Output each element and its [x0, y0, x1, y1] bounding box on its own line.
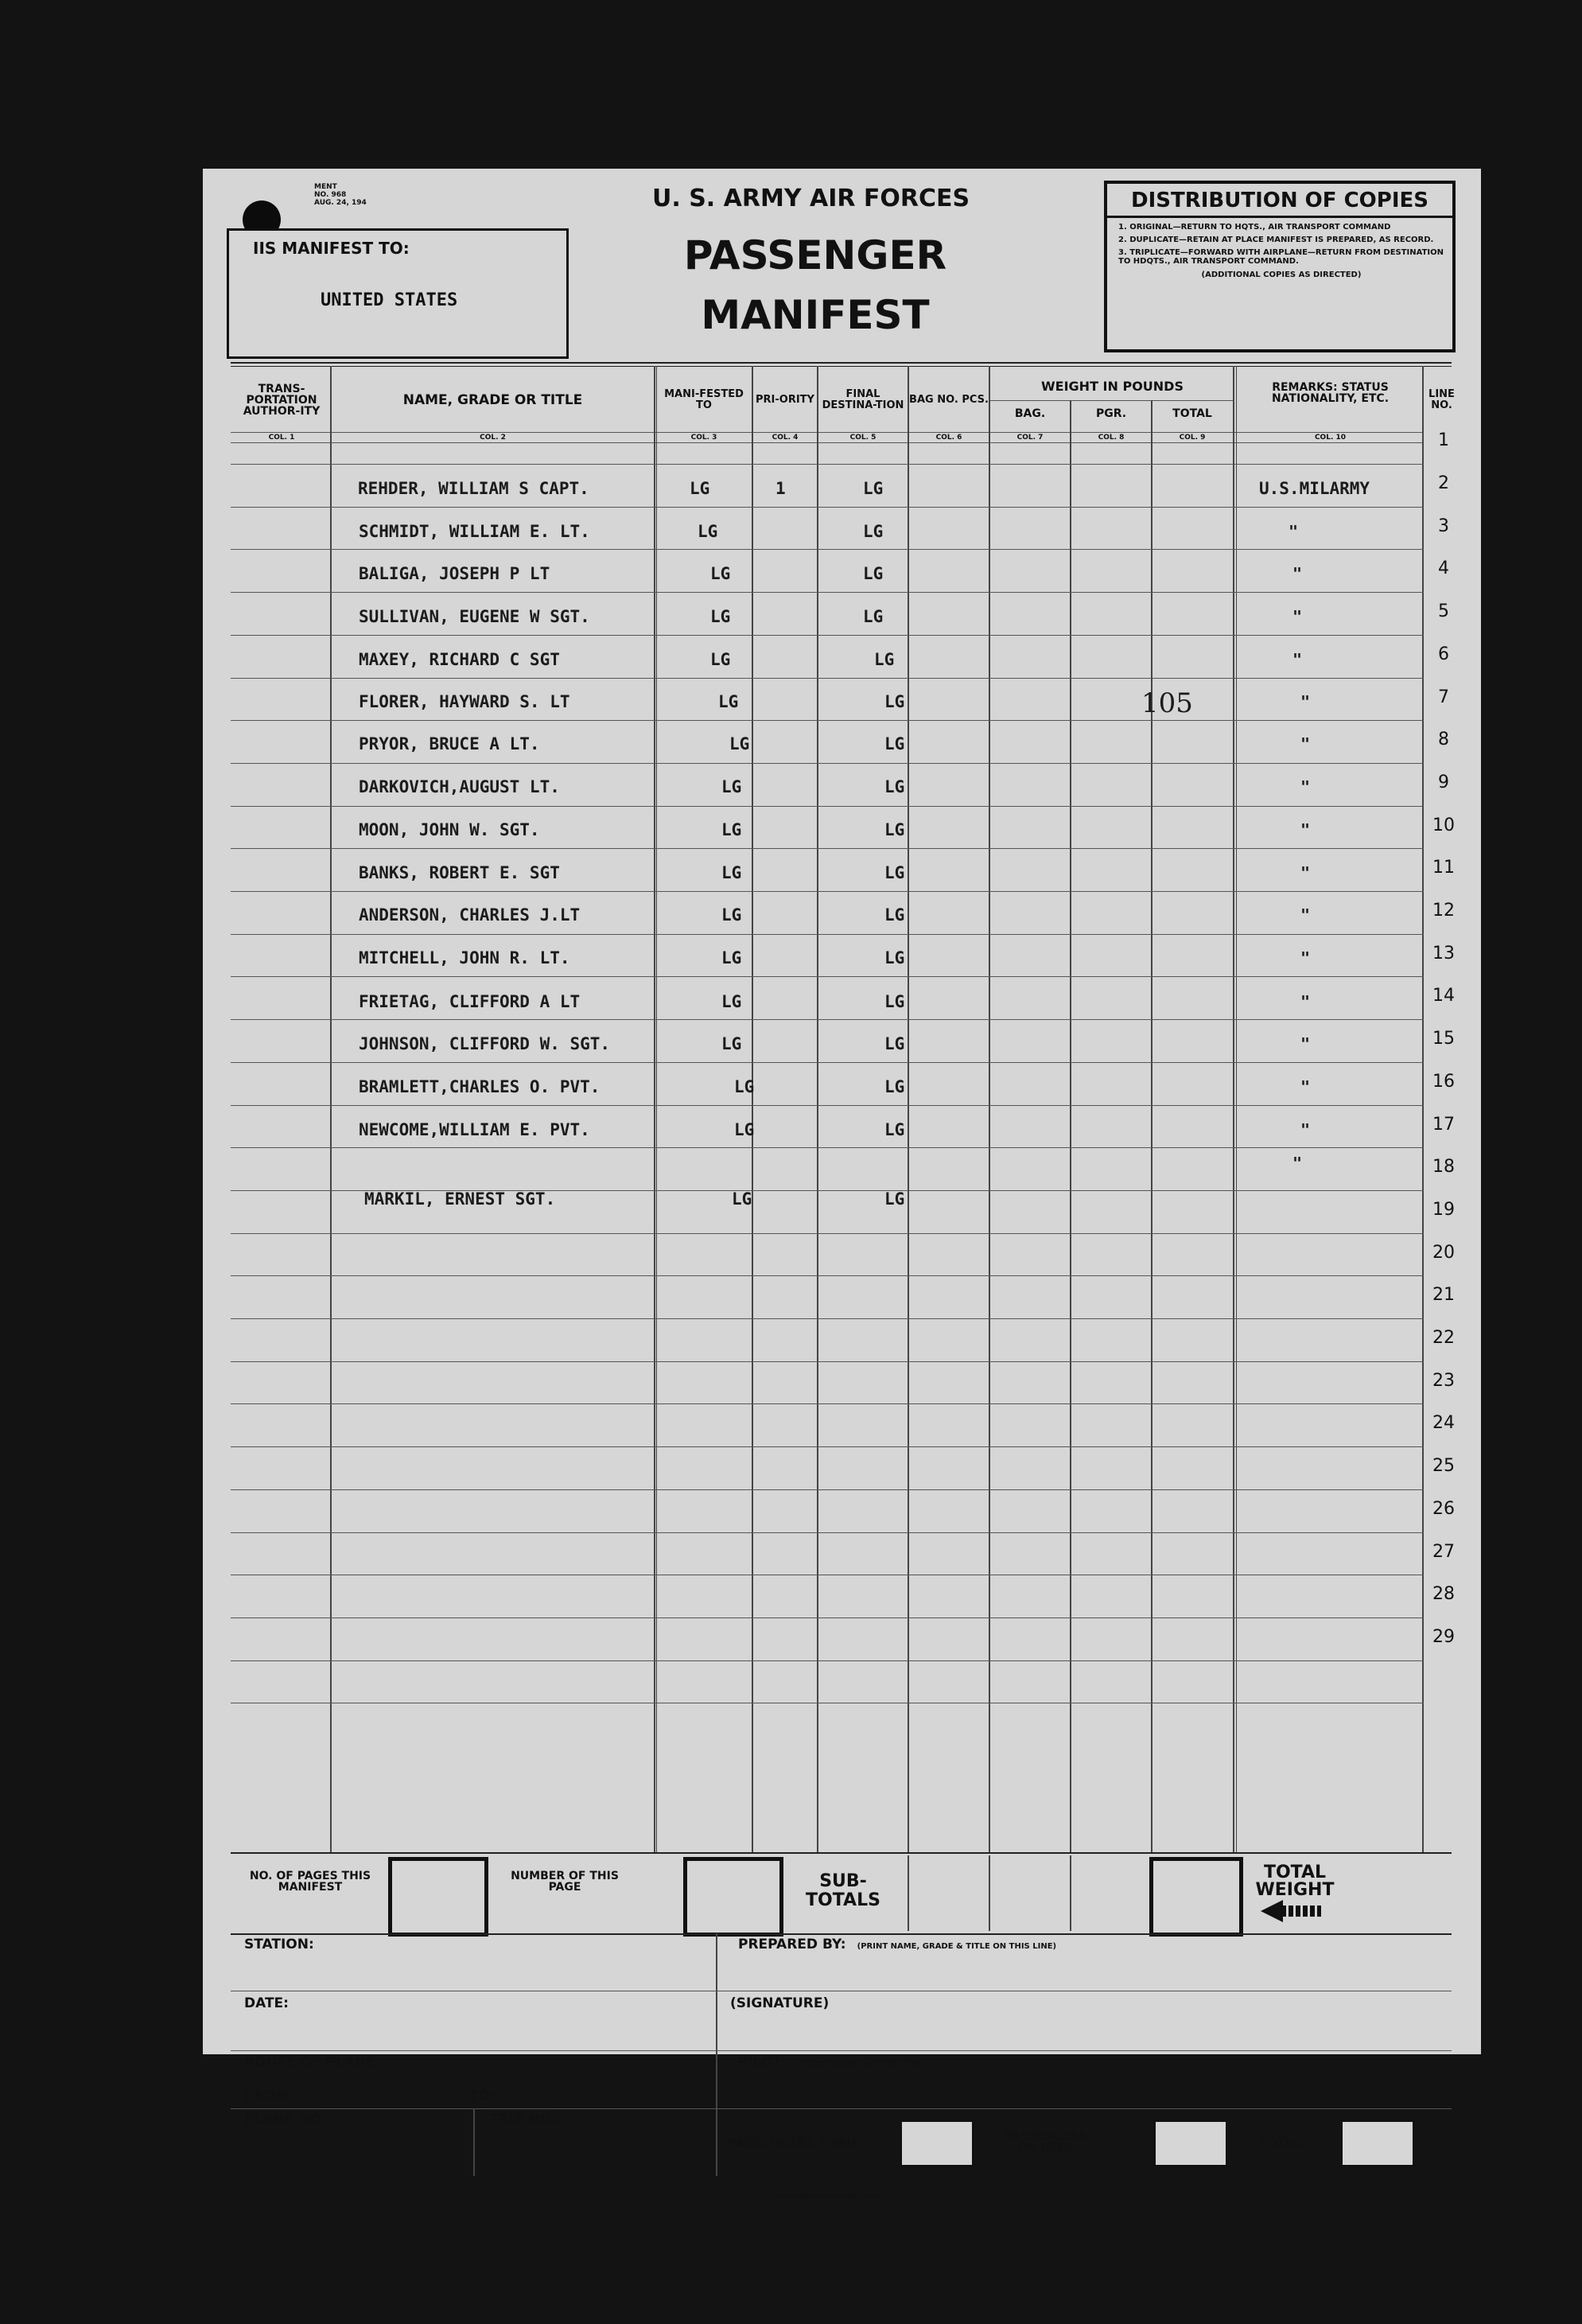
passenger-name: FLORER, HAYWARD S. LT	[359, 692, 570, 711]
subtotals-label: SUB-TOTALS	[806, 1871, 880, 1910]
col-divider	[1151, 400, 1152, 1852]
row-rule	[231, 1147, 1424, 1148]
passenger-name: MITCHELL, JOHN R. LT.	[359, 948, 570, 967]
col-divider	[1070, 400, 1071, 1852]
row-rule	[231, 1105, 1424, 1106]
row-rule	[231, 1233, 1424, 1234]
line-number: 9	[1438, 773, 1449, 792]
table-bottom-rule	[231, 1852, 1452, 1854]
form-title-line2: MANIFEST	[701, 292, 930, 338]
col-divider	[654, 366, 655, 1852]
manifested-to: LG	[721, 948, 742, 967]
col-number: COL. 5	[849, 434, 877, 442]
row-rule	[231, 1062, 1424, 1063]
row-rule	[231, 1489, 1424, 1490]
agency-name: U. S. ARMY AIR FORCES	[652, 185, 970, 212]
final-destination: LG	[884, 905, 905, 925]
prepared-by-label	[738, 1937, 1056, 1952]
remarks-value: "	[1300, 820, 1311, 839]
manifest-table	[203, 169, 1481, 2054]
remarks-value: "	[1292, 607, 1303, 626]
line-number: 20	[1432, 1243, 1455, 1263]
header-weight: WEIGHT IN POUNDS	[1041, 378, 1184, 394]
header-pgr: PGR.	[1095, 407, 1127, 420]
header-rule	[231, 442, 1424, 443]
col-number: COL. 10	[1314, 434, 1347, 442]
line-number: 28	[1432, 1584, 1455, 1604]
final-destination: LG	[884, 820, 905, 839]
route-label: ROUTE OF PLANE:	[244, 2054, 381, 2070]
row-rule	[231, 464, 1424, 465]
manifested-to: LG	[710, 564, 731, 583]
line-number: 3	[1438, 516, 1449, 536]
row-rule	[231, 1660, 1424, 1661]
final-destination: LG	[884, 692, 905, 711]
remarks-value: "	[1300, 777, 1311, 796]
header-rule	[231, 432, 1424, 433]
manifested-to: LG	[710, 650, 731, 669]
notice-line: MENT	[314, 183, 337, 191]
row-rule	[231, 806, 1424, 807]
line-number: 27	[1432, 1542, 1455, 1562]
prepared-by-text: PREPARED BY:	[738, 1937, 846, 1952]
header-remarks: REMARKS: STATUS NATIONALITY, ETC.	[1271, 381, 1390, 405]
footer-line	[716, 2050, 1452, 2051]
pgr-weight: 105	[1141, 687, 1193, 719]
manifested-to: LG	[721, 905, 742, 925]
final-destination: LG	[884, 1034, 905, 1053]
total-label: TOTAL	[1259, 2135, 1302, 2150]
footer-line	[231, 2050, 716, 2051]
footer-divider	[473, 2108, 475, 2176]
manifested-to: LG	[732, 1189, 752, 1209]
line-number: 29	[1432, 1627, 1455, 1647]
final-destination: LG	[884, 734, 905, 753]
remarks-value: "	[1300, 905, 1311, 925]
final-destination: LG	[884, 992, 905, 1011]
col-divider	[330, 366, 332, 1852]
col-divider	[1236, 366, 1237, 1852]
header-line-no: LINE NO.	[1428, 388, 1455, 411]
totals-divider	[989, 1855, 990, 1931]
remarks-value: "	[1300, 692, 1311, 711]
row-rule	[231, 1403, 1424, 1404]
passenger-name: BALIGA, JOSEPH P LT	[359, 564, 550, 583]
line-number: 8	[1438, 730, 1449, 749]
notice-line: NO. 968	[314, 191, 347, 199]
header-sub-rule	[990, 400, 1233, 401]
passenger-name: FRIETAG, CLIFFORD A LT	[359, 992, 581, 1011]
header-final-dest: FINAL DESTINA-TION	[822, 388, 904, 411]
row-rule	[231, 549, 1424, 550]
header-transport: TRANS-PORTATION AUTHOR-ITY	[243, 383, 321, 418]
line-number: 7	[1438, 687, 1449, 707]
line-number: 21	[1432, 1285, 1455, 1305]
remarks-value: "	[1292, 650, 1303, 669]
passenger-name: BRAMLETT,CHARLES O. PVT.	[359, 1077, 601, 1096]
final-destination: LG	[884, 1077, 905, 1096]
arrow-left-icon-shaft	[1281, 1906, 1321, 1917]
remarks-value: "	[1300, 1077, 1311, 1096]
line-number: 16	[1432, 1072, 1455, 1092]
distribution-item: 2. DUPLICATE—RETAIN AT PLACE MANIFEST IS PREPARED, AS RECORD.	[1118, 236, 1434, 244]
passenger-name: NEWCOME,WILLIAM E. PVT.	[359, 1120, 590, 1139]
line-number: 14	[1432, 986, 1455, 1006]
manifested-to: LG	[721, 992, 742, 1011]
col-divider	[752, 366, 753, 1852]
col-number: COL. 7	[1016, 434, 1044, 442]
col-number: COL. 8	[1098, 434, 1125, 442]
row-rule	[231, 934, 1424, 935]
final-destination: LG	[884, 863, 905, 882]
manifested-to: LG	[721, 820, 742, 839]
trip-no-label: TRIP NO.:	[489, 2112, 562, 2127]
total-weight-box[interactable]	[1149, 1857, 1243, 1937]
row-rule	[231, 848, 1424, 849]
col-number: COL. 1	[268, 434, 295, 442]
remarks-value: "	[1300, 992, 1311, 1011]
footer-divider	[716, 1933, 717, 2176]
passenger-name: JOHNSON, CLIFFORD W. SGT.	[359, 1034, 611, 1053]
final-destination: LG	[863, 564, 884, 583]
line-number: 11	[1432, 858, 1455, 878]
footer-line	[231, 2108, 1452, 2109]
col-number: COL. 4	[772, 434, 799, 442]
number-label: NUMBER OF THIS PAGE	[511, 1870, 619, 1894]
manifest-paper	[203, 169, 1481, 2201]
printer-credit: U. S. GOVERNMENT PRINTING OFFICE	[753, 2194, 888, 2201]
row-rule	[231, 1019, 1424, 1020]
header-bag: BAG.	[1014, 407, 1046, 420]
manifest-to-label: IIS MANIFEST TO:	[253, 239, 410, 258]
distribution-item: 3. TRIPLICATE—FORWARD WITH AIRPLANE—RETURN FROM DESTINATION TO HDQTS., AIR TRANSPORT COMMAND.	[1118, 248, 1444, 266]
arrow-left-icon	[1261, 1900, 1283, 1922]
row-rule	[231, 1617, 1424, 1618]
manifested-to: LG	[690, 479, 710, 498]
signature-label: (SIGNATURE)	[730, 1995, 830, 2011]
passenger-name: PRYOR, BRUCE A LT.	[359, 734, 540, 753]
remarks-value: "	[1300, 734, 1311, 753]
prepared-by-note: (PRINT NAME, GRADE & TITLE ON THIS LINE)	[857, 1942, 1057, 1951]
row-rule	[231, 1532, 1424, 1533]
passenger-name: MOON, JOHN W. SGT.	[359, 820, 540, 839]
remarks-value: U.S.MILARMY	[1259, 479, 1370, 498]
final-destination: LG	[863, 479, 884, 498]
date-label: DATE:	[244, 1995, 289, 2011]
line-number: 15	[1432, 1029, 1455, 1049]
header-bag-no: BAG NO. PCS.	[909, 394, 989, 406]
line-number: 23	[1432, 1371, 1455, 1391]
remarks-value: "	[1289, 522, 1299, 541]
to-label: TO:	[469, 2088, 496, 2104]
pages-box[interactable]	[388, 1857, 488, 1937]
header-manifested: MANI-FESTED TO	[664, 388, 744, 411]
manifested-to: LG	[718, 692, 739, 711]
pilot-note: (PRINT NAME ON THIS LINE)	[797, 2060, 924, 2069]
col-divider	[989, 366, 990, 1852]
passenger-name: SCHMIDT, WILLIAM E. LT.	[359, 522, 590, 541]
passengers-on-box[interactable]	[1153, 2120, 1228, 2167]
pilot-text: PILOT:	[738, 2054, 787, 2070]
row-rule	[231, 1361, 1424, 1362]
footer-rule	[231, 1933, 1452, 1935]
line-number: 2	[1438, 473, 1449, 493]
table-top-rule	[231, 362, 1452, 364]
remarks-value: "	[1292, 1154, 1303, 1173]
row-rule	[231, 635, 1424, 636]
totals-divider	[908, 1855, 909, 1931]
col-divider	[817, 366, 818, 1852]
remarks-value: "	[1300, 1120, 1311, 1139]
final-destination: LG	[884, 777, 905, 796]
col-number: COL. 6	[935, 434, 962, 442]
remarks-value: "	[1300, 948, 1311, 967]
row-rule	[231, 891, 1424, 892]
plane-no-label: PLANE NO:	[244, 2112, 327, 2127]
pages-label: NO. OF PAGES THIS MANIFEST	[249, 1870, 371, 1894]
number-box[interactable]	[683, 1857, 783, 1937]
priority-value: 1	[775, 479, 786, 498]
manifested-to: LG	[729, 734, 750, 753]
line-number: 4	[1438, 559, 1449, 578]
line-number: 17	[1432, 1115, 1455, 1135]
distribution-title: DISTRIBUTION OF COPIES	[1107, 184, 1452, 218]
remarks-value: "	[1292, 564, 1303, 583]
final-destination: LG	[863, 607, 884, 626]
line-number: 19	[1432, 1200, 1455, 1220]
passenger-name: ANDERSON, CHARLES J.LT	[359, 905, 581, 925]
row-rule	[231, 1446, 1424, 1447]
line-number: 10	[1432, 816, 1455, 835]
col-divider	[908, 366, 909, 1852]
final-destination: LG	[863, 522, 884, 541]
col-divider	[656, 366, 657, 1852]
remarks-value: "	[1300, 863, 1311, 882]
passenger-name: MAXEY, RICHARD C SGT	[359, 650, 560, 669]
final-destination: LG	[884, 1120, 905, 1139]
manifested-to: LG	[734, 1120, 755, 1139]
row-rule	[231, 763, 1424, 764]
row-rule	[231, 1318, 1424, 1319]
line-number: 1	[1438, 430, 1449, 450]
line-number: 5	[1438, 601, 1449, 621]
table-top-rule	[231, 366, 1452, 367]
line-number: 13	[1432, 944, 1455, 963]
distribution-item: 1. ORIGINAL—RETURN TO HQTS., AIR TRANSPORT COMMAND	[1118, 223, 1391, 232]
row-rule	[231, 1275, 1424, 1276]
passenger-name: BANKS, ROBERT E. SGT	[359, 863, 560, 882]
final-destination: LG	[874, 650, 895, 669]
manifested-to: LG	[721, 777, 742, 796]
row-rule	[231, 507, 1424, 508]
row-rule	[231, 592, 1424, 593]
line-number: 6	[1438, 644, 1449, 664]
line-number: 22	[1432, 1328, 1455, 1348]
remarks-value: "	[1300, 1034, 1311, 1053]
header-total: TOTAL	[1172, 407, 1212, 420]
line-number: 26	[1432, 1499, 1455, 1519]
distribution-note: (ADDITIONAL COPIES AS DIRECTED)	[1201, 271, 1362, 279]
col-number: COL. 9	[1179, 434, 1206, 442]
total-weight-label: TOTAL WEIGHT	[1255, 1863, 1335, 1900]
row-rule	[231, 720, 1424, 721]
final-destination: LG	[884, 948, 905, 967]
row-rule	[231, 976, 1424, 977]
manifested-to: LG	[710, 607, 731, 626]
col-number: COL. 3	[690, 434, 717, 442]
passengers-on-label: PASSENGERS ON HERE	[1005, 2130, 1087, 2154]
col-divider	[1233, 366, 1234, 1852]
totals-divider	[1070, 1855, 1071, 1931]
final-destination: LG	[884, 1189, 905, 1209]
passenger-name: MARKIL, ERNEST SGT.	[364, 1189, 556, 1209]
pilot-label	[738, 2054, 923, 2070]
line-number: 18	[1432, 1157, 1455, 1177]
header-priority: PRI-ORITY	[756, 394, 814, 406]
passenger-name: REHDER, WILLIAM S CAPT.	[358, 479, 589, 498]
passengers-thru-box[interactable]	[900, 2120, 974, 2167]
total-box[interactable]	[1340, 2120, 1415, 2167]
line-number: 25	[1432, 1456, 1455, 1476]
line-number: 24	[1432, 1413, 1455, 1433]
station-label: STATION:	[244, 1937, 314, 1952]
passenger-name: DARKOVICH,AUGUST LT.	[359, 777, 560, 796]
line-number: 12	[1432, 901, 1455, 921]
form-title-line1: PASSENGER	[683, 232, 947, 278]
manifested-to: LG	[721, 1034, 742, 1053]
manifested-to: LG	[698, 522, 718, 541]
col-number: COL. 2	[480, 434, 506, 442]
from-label: FROM:	[244, 2088, 294, 2104]
manifested-to: LG	[721, 863, 742, 882]
passenger-name: SULLIVAN, EUGENE W SGT.	[359, 607, 590, 626]
row-rule	[231, 678, 1424, 679]
notice-line: AUG. 24, 194	[314, 199, 367, 207]
manifested-to: LG	[734, 1077, 755, 1096]
header-name: NAME, GRADE OR TITLE	[402, 391, 583, 408]
manifest-to-value: UNITED STATES	[321, 290, 458, 310]
passengers-thru-label: PASSENGERS THRU	[728, 2135, 857, 2150]
